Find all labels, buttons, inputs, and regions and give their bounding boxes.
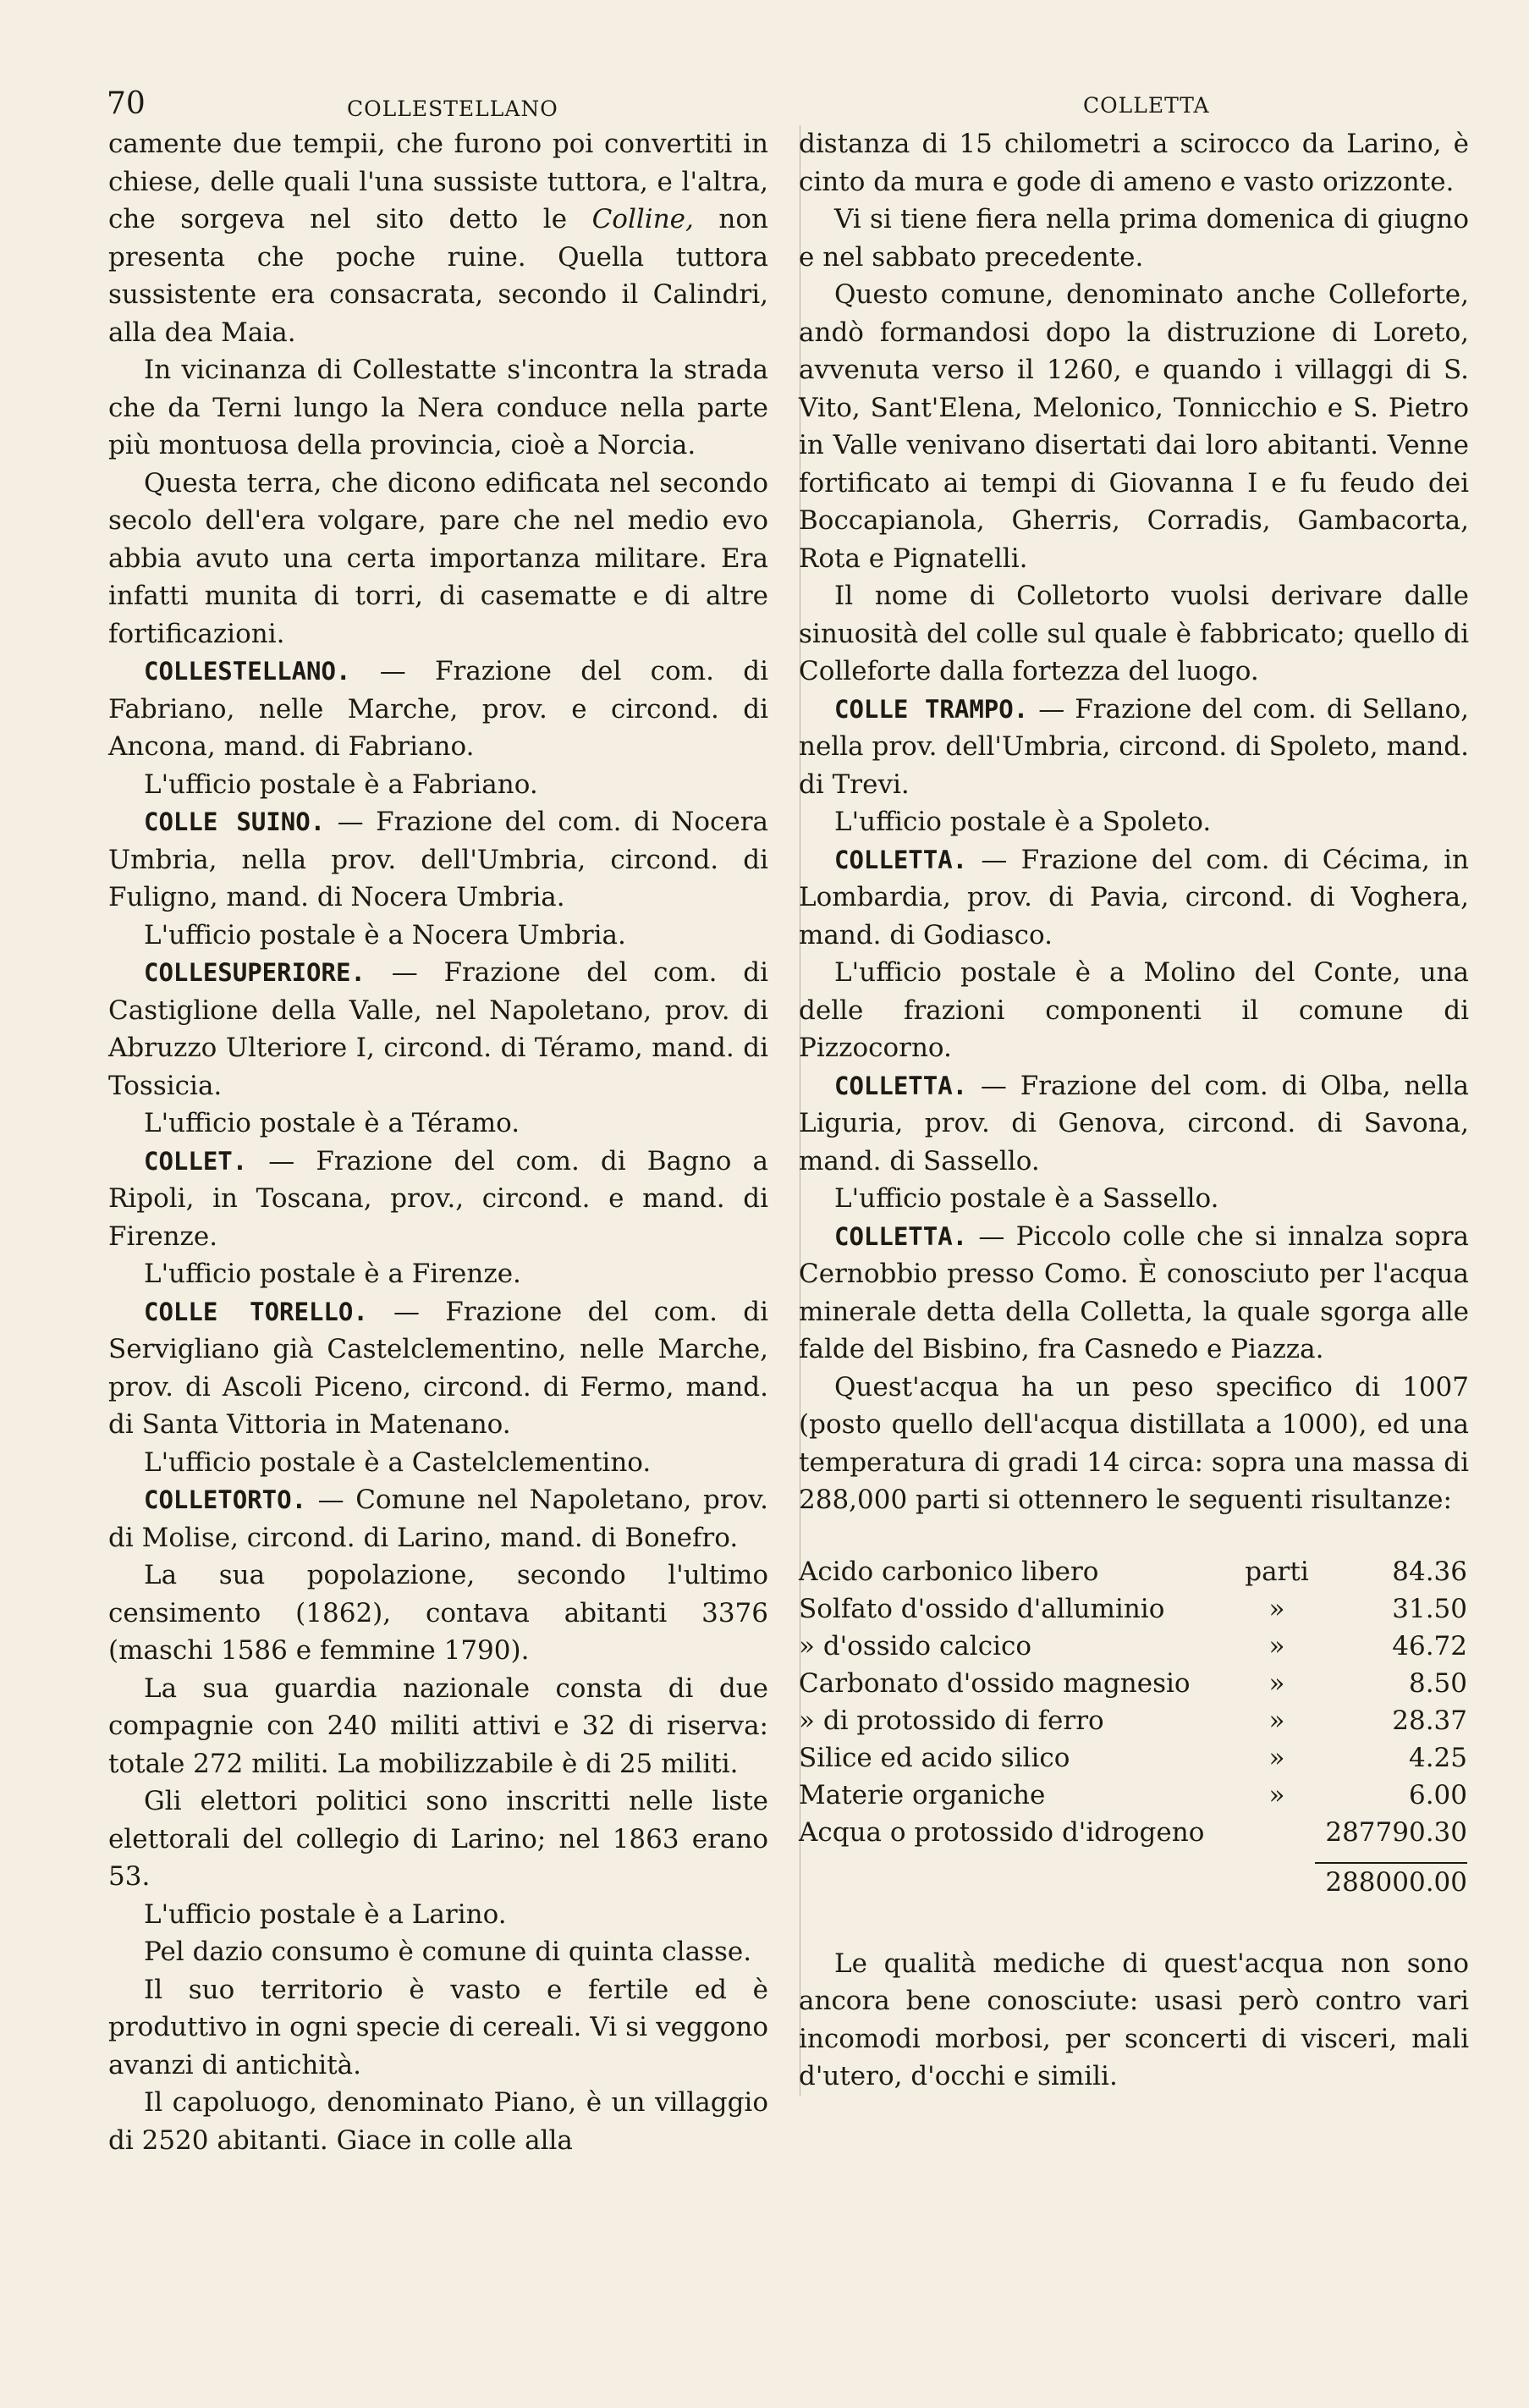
entry-collet xyxy=(108,1143,768,1256)
italic-place-name: Colline, xyxy=(591,204,694,234)
entry-text: — Frazione del com. di Castiglione della Valle, nel Napoletano, prov. di Abruzzo Ulteriore I, circond. di Téramo, mand. di Tossicia. xyxy=(108,957,768,1101)
entry-headword: COLLETTA. xyxy=(834,1221,968,1251)
composition-unit: » xyxy=(1268,1705,1285,1736)
composition-unit: » xyxy=(1268,1742,1285,1773)
paragraph: Vi si tiene fiera nella prima domenica di giugno e nel sabbato precedente. xyxy=(799,204,1469,273)
text: non presenta che poche ruine. Quella tuttora sussistente era consacrata, secondo il Calindri, alla dea Maia. xyxy=(108,204,768,348)
entry-text: — Frazione del com. di Fabriano, nelle Marche, prov. e circond. di Ancona, mand. di Fabriano. xyxy=(108,656,768,762)
composition-unit: » xyxy=(1268,1630,1285,1661)
entry-post-office: L'ufficio postale è a Molino del Conte, una delle frazioni componenti il comune di Pizzocorno. xyxy=(799,957,1469,1063)
composition-value: 287790.30 xyxy=(1325,1816,1467,1848)
entry-post-office: L'ufficio postale è a Spoleto. xyxy=(834,807,1212,837)
composition-name: » di protossido di ferro xyxy=(799,1705,1104,1736)
composition-name: Silice ed acido silico xyxy=(799,1742,1070,1773)
paragraph: Quest'acqua ha un peso specifico di 1007 (posto quello dell'acqua distillata a 1000), ed una temperatura di gradi 14 circa: sopra una massa di 288,000 parti si ottennero le seguenti risultanze: xyxy=(799,1371,1469,1515)
composition-value: 8.50 xyxy=(1408,1667,1467,1699)
entry-headword: COLLETORTO. xyxy=(144,1485,307,1514)
composition-value: 4.25 xyxy=(1408,1742,1467,1773)
entry-text: — Frazione del com. di Nocera Umbria, nella prov. dell'Umbria, circond. di Fuligno, mand. di Nocera Umbria. xyxy=(108,807,769,912)
composition-unit: » xyxy=(1268,1593,1285,1624)
composition-unit: parti xyxy=(1245,1556,1309,1587)
composition-unit xyxy=(1239,1814,1315,1851)
entry-post-office: L'ufficio postale è a Firenze. xyxy=(144,1259,521,1289)
entry-colletorto xyxy=(108,1481,768,1557)
entry-collesuperiore xyxy=(108,954,768,1105)
entry-text: — Piccolo colle che si innalza sopra Cernobbio presso Como. È conosciuto per l'acqua minerale detta della Colletta, la quale sgorga alle falde del Bisbino, fra Casnedo e Piazza. xyxy=(799,1221,1469,1364)
page-number: 70 xyxy=(107,86,146,121)
page-header xyxy=(0,86,1529,129)
composition-value: 28.37 xyxy=(1392,1705,1467,1736)
paragraph: Il suo territorio è vasto e fertile ed è produttivo in ogni specie di cereali. Vi si veggono avanzi di antichità. xyxy=(108,1974,768,2080)
composition-name: » d'ossido calcico xyxy=(799,1630,1032,1661)
entry-post-office: L'ufficio postale è a Sassello. xyxy=(834,1183,1219,1214)
entry-colle-trampo xyxy=(799,691,1469,804)
paragraph: La sua popolazione, secondo l'ultimo censimento (1862), contava abitanti 3376 (maschi 1586 e femmine 1790). xyxy=(108,1560,768,1666)
paragraph: La sua guardia nazionale consta di due compagnie con 240 militi attivi e 32 di riserva: totale 272 militi. La mobilizzabile è di 25 militi. xyxy=(108,1672,768,1779)
entry-headword: COLLET. xyxy=(144,1146,248,1176)
composition-value: 6.00 xyxy=(1408,1779,1467,1810)
composition-row xyxy=(799,1814,1467,1851)
composition-row xyxy=(799,1777,1467,1814)
entry-post-office: L'ufficio postale è a Téramo. xyxy=(144,1108,520,1138)
composition-unit: » xyxy=(1268,1667,1285,1699)
paragraph: Gli elettori politici sono inscritti nelle liste elettorali del collegio di Larino; nel 1863 erano 53. xyxy=(108,1786,768,1892)
entry-headword: COLLE TRAMPO. xyxy=(834,694,1029,724)
composition-value: 31.50 xyxy=(1392,1593,1467,1624)
left-column xyxy=(108,125,768,2159)
composition-value: 84.36 xyxy=(1392,1556,1467,1587)
entry-headword: COLLETTA. xyxy=(834,1071,968,1100)
composition-total: 288000.00 xyxy=(1315,1863,1467,1901)
entry-headword: COLLESTELLANO. xyxy=(144,657,351,686)
entry-post-office: L'ufficio postale è a Castelclementino. xyxy=(144,1446,652,1478)
composition-name: Solfato d'ossido d'alluminio xyxy=(799,1593,1165,1624)
right-column xyxy=(800,125,1469,2096)
entry-headword: COLLE TORELLO. xyxy=(144,1297,368,1326)
entry-collestellano xyxy=(108,653,768,766)
entry-post-office: L'ufficio postale è a Nocera Umbria. xyxy=(144,919,626,951)
entry-post-office: L'ufficio postale è a Larino. xyxy=(144,1898,507,1930)
paragraph: distanza di 15 chilometri a scirocco da Larino, è cinto da mura e gode di ameno e vasto orizzonte. xyxy=(799,129,1469,197)
paragraph: Il nome di Colletorto vuolsi derivare dalle sinuosità del colle sul quale è fabbricato; quello di Colleforte dalla fortezza del luogo. xyxy=(799,581,1469,686)
entry-headword: COLLE SUINO. xyxy=(144,807,326,836)
paragraph xyxy=(108,125,768,351)
composition-name: Materie organiche xyxy=(799,1779,1046,1810)
mineral-composition-table xyxy=(799,1553,1467,1901)
text: camente due tempii, che furono poi convertiti in chiese, delle quali l'una sussiste tuttora, e l'altra, che sorgeva nel sito detto le xyxy=(108,129,768,234)
entry-text: — Frazione del com. di Servigliano già Castelclementino, nelle Marche, prov. di Ascoli Piceno, circond. di Fermo, mand. di Santa Vittoria in Matenano. xyxy=(108,1296,768,1440)
paragraph: Pel dazio consumo è comune di quinta classe. xyxy=(144,1937,752,1967)
entry-colletta-cecima xyxy=(799,841,1469,955)
entry-text: — Frazione del com. di Olba, nella Liguria, prov. di Genova, circond. di Savona, mand. di Sassello. xyxy=(799,1070,1469,1176)
paragraph: In vicinanza di Collestatte s'incontra la strada che da Terni lungo la Nera conduce nella parte più montuosa della provincia, cioè a Norcia. xyxy=(108,355,768,460)
paragraph: Le qualità mediche di quest'acqua non sono ancora bene conosciute: usasi però contro vari incomodi morbosi, per sconcerti di visceri, mali d'utero, d'occhi e simili. xyxy=(799,1948,1469,2091)
composition-row xyxy=(799,1739,1467,1777)
composition-unit: » xyxy=(1268,1779,1285,1810)
entry-colletta-como xyxy=(799,1218,1469,1369)
entry-text: — Frazione del com. di Cécima, in Lombardia, prov. di Pavia, circond. di Voghera, mand. di Godiasco. xyxy=(799,844,1469,951)
composition-name: Carbonato d'ossido magnesio xyxy=(799,1667,1191,1699)
entry-headword: COLLESUPERIORE. xyxy=(144,958,366,987)
running-head-right: COLLETTA xyxy=(1083,93,1210,118)
composition-row xyxy=(799,1702,1467,1739)
composition-value: 46.72 xyxy=(1392,1630,1467,1661)
composition-name: Acqua o protossido d'idrogeno xyxy=(799,1816,1205,1848)
entry-colletta-olba xyxy=(799,1067,1469,1181)
entry-text: — Comune nel Napoletano, prov. di Molise, circond. di Larino, mand. di Bonefro. xyxy=(108,1485,768,1553)
composition-row xyxy=(799,1553,1467,1590)
composition-row xyxy=(799,1628,1467,1665)
composition-name: Acido carbonico libero xyxy=(799,1556,1099,1587)
entry-text: — Frazione del com. di Sellano, nella prov. dell'Umbria, circond. di Spoleto, mand. di Trevi. xyxy=(799,693,1469,800)
entry-headword: COLLETTA. xyxy=(834,845,968,874)
composition-row xyxy=(799,1590,1467,1628)
entry-text: — Frazione del com. di Bagno a Ripoli, in Toscana, prov., circond. e mand. di Firenze. xyxy=(108,1145,768,1252)
entry-post-office: L'ufficio postale è a Fabriano. xyxy=(144,769,538,800)
entry-colle-suino xyxy=(108,803,768,917)
paragraph: Questa terra, che dicono edificata nel secondo secolo dell'era volgare, pare che nel medio evo abbia avuto una certa importanza militare. Era infatti munita di torri, di casematte e di altre fortificazioni. xyxy=(108,467,768,649)
entry-colle-torello xyxy=(108,1293,768,1444)
composition-total-row xyxy=(799,1863,1467,1901)
composition-row xyxy=(799,1665,1467,1702)
paragraph: Il capoluogo, denominato Piano, è un villaggio di 2520 abitanti. Giace in colle alla xyxy=(108,2087,768,2156)
running-head-left: COLLESTELLANO xyxy=(347,96,558,121)
paragraph: Questo comune, denominato anche Colleforte, andò formandosi dopo la distruzione di Loreto, avvenuta verso il 1260, e quando i villaggi di S. Vito, Sant'Elena, Melonico, Tonnicchio e S. Pietro in Valle venivano disertati dai loro abitanti. Venne fortificato ai tempi di Giovanna I e fu feudo dei Boccapianola, Gherris, Corradis, Gambacorta, Rota e Pignatelli. xyxy=(799,279,1469,574)
